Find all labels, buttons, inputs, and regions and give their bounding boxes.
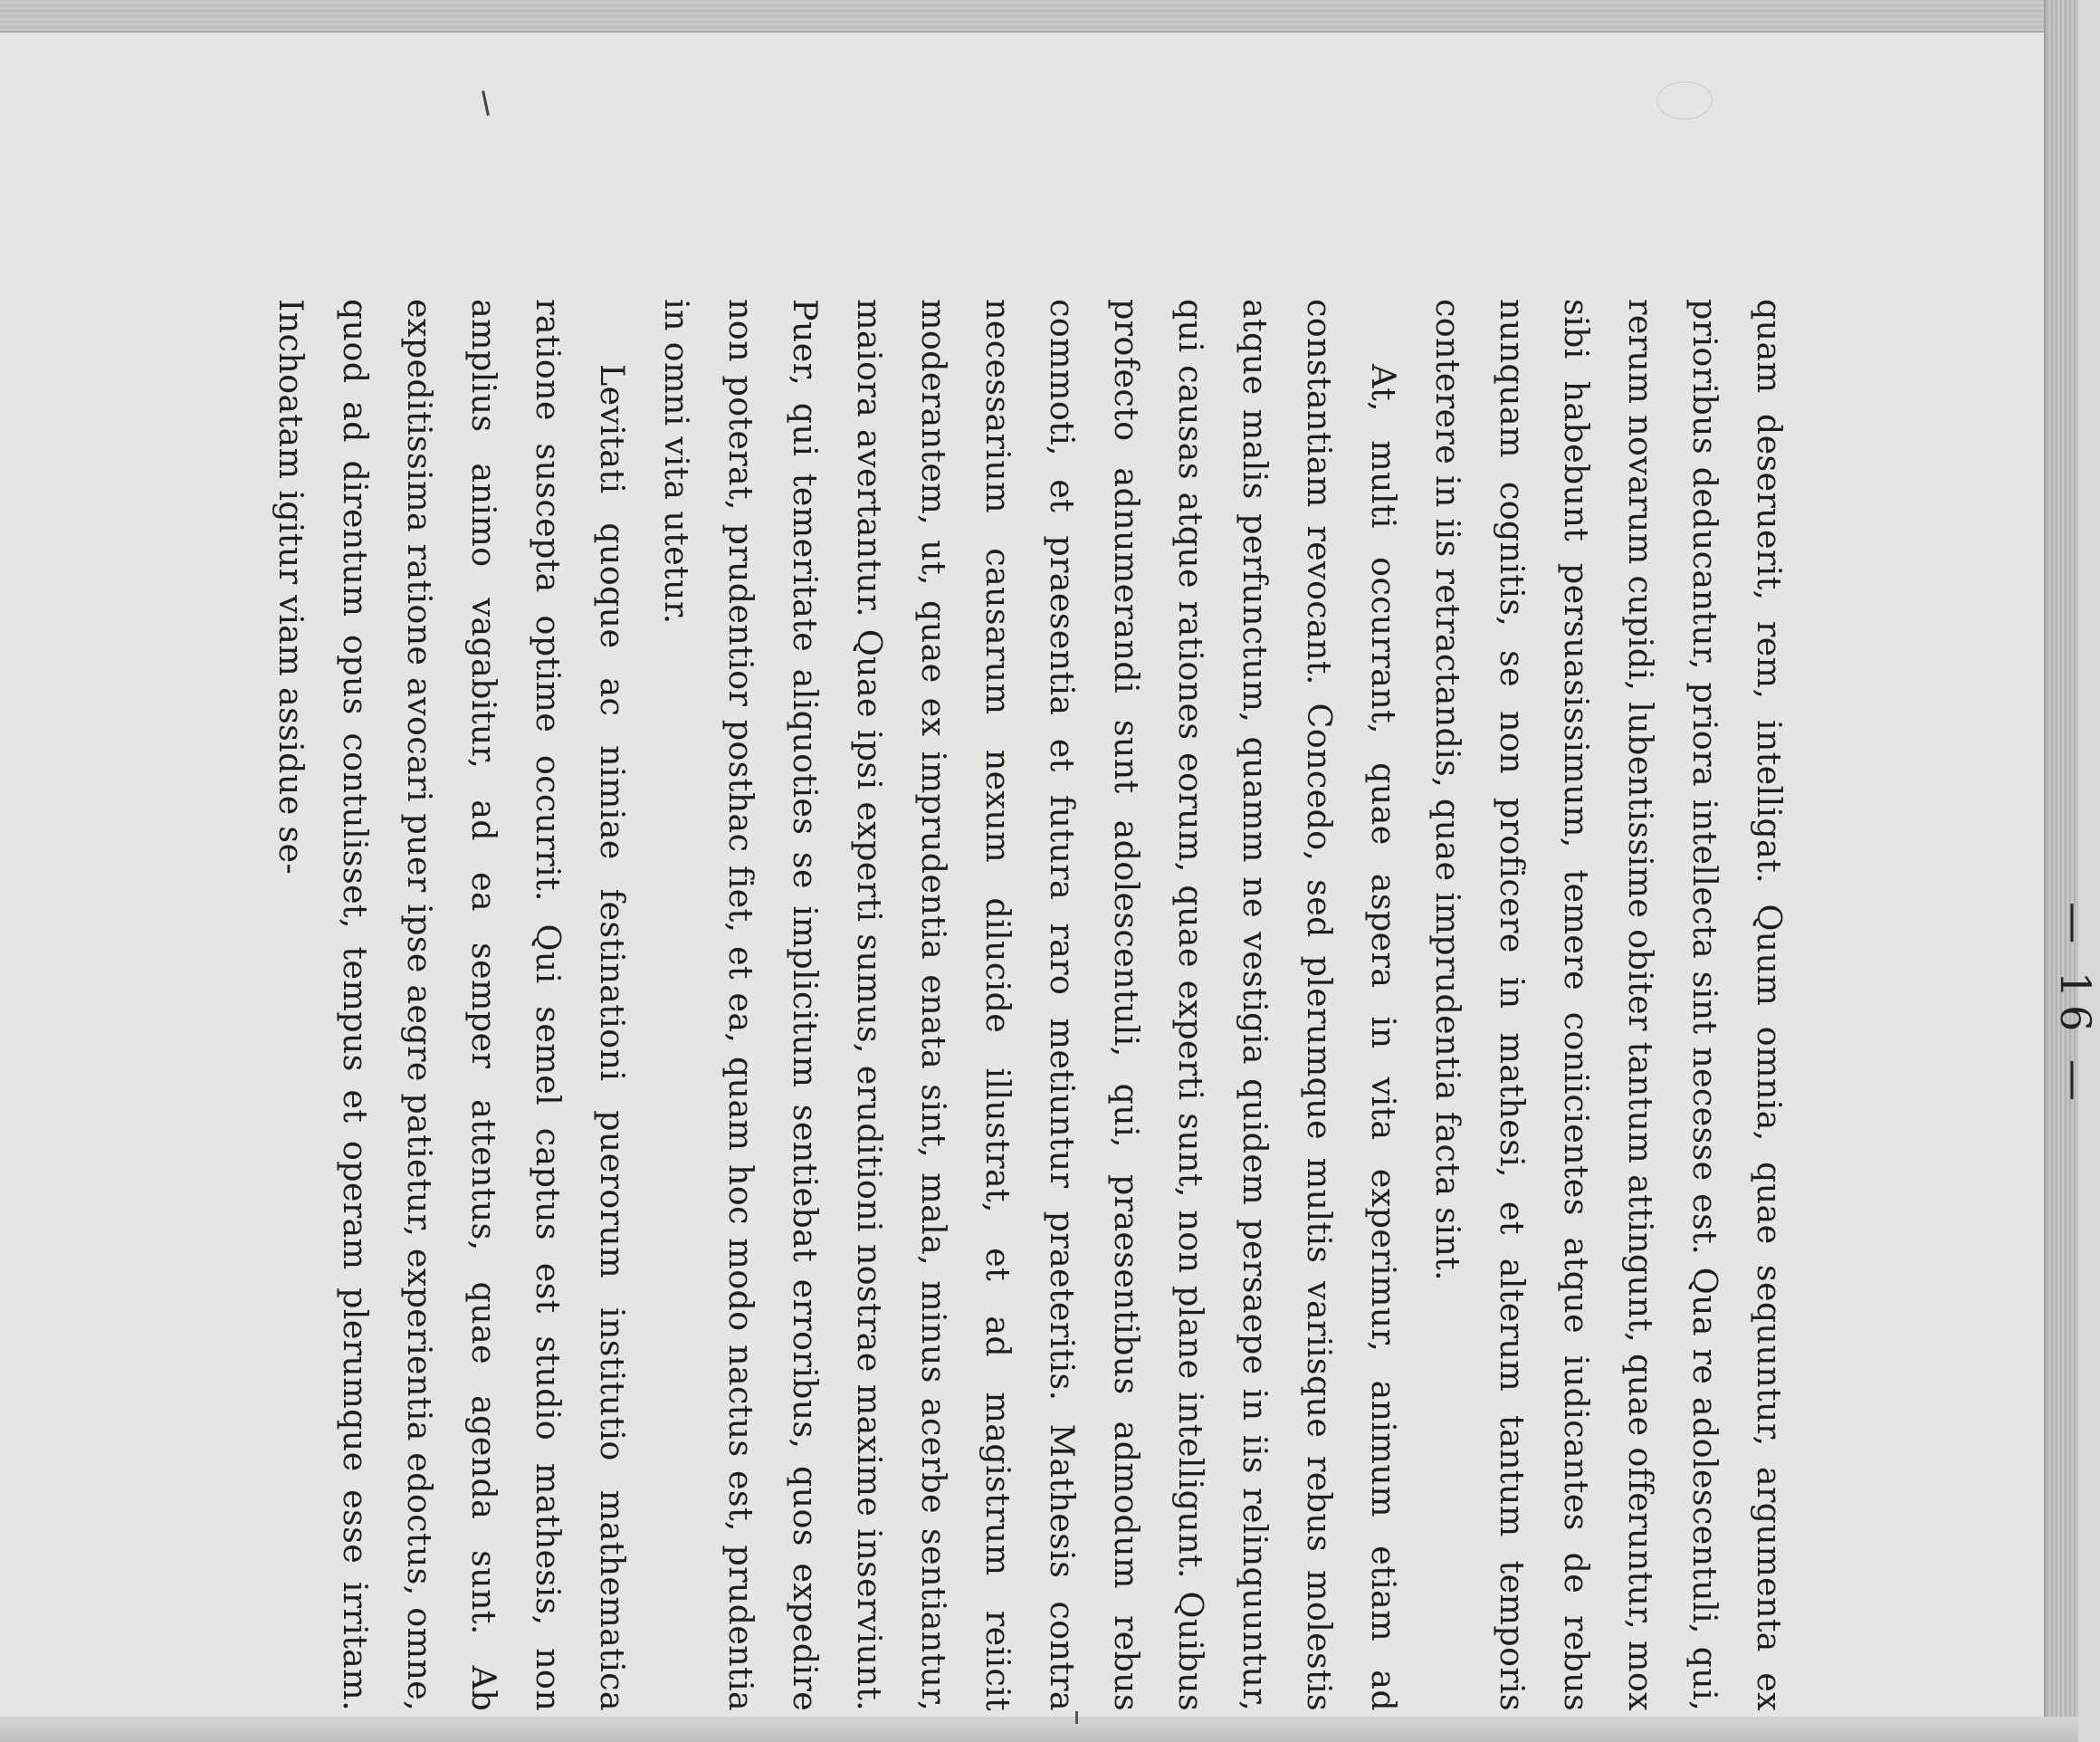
top-binding-edge: [0, 0, 2078, 33]
paragraph-2: At, multi occurrant, quae aspera in vita experimur, animum etiam ad constantiam revocant. Concedo, sed plerumque multis variisque rebus molestis atque malis perfunctum, quamm ne vestigia quidem persaepe in iis relinquuntur, qui causas atque rationes eorum, quae experti sunt, non plane intelligunt. Quibus profecto adnumerandi sunt adolescentuli, qui, praesentibus admodum rebus commoti, et praesentia et futura raro metiuntur praeteritis. Mathesis contra necessarium causarum nexum dilucide illustrat, et ad magistrum reiicit moderantem, ut, quae ex imprudentia enata sint, mala, minus acerbe sentiantur, maiora avertantur. Quae ipsi experti sumus, eruditioni nostrae maxime inserviunt. Puer, qui temeritate aliquoties se implicitum sentiebat erroribus, quos expedire non poterat, prudentior posthac fiet, et ea, quam hoc modo nactus est, prudentia in omni vita utetur.: [657, 299, 1403, 1711]
bottom-page-edge: [0, 1717, 2078, 1742]
paragraph-1: quam deseruerit, rem, intelligat. Quum omnia, quae sequuntur, argumenta ex prioribus deducantur, priora intellecta sint necesse est. Qua re adolescentuli, qui, rerum novarum cupidi, lubentissime obiter tantum attingunt, quae offeruntur, mox sibi habebunt persuasissimum, temere coniicientes atque iudicantes de rebus nunquam cognitis, se non proficere in mathesi, et alterum tantum temporis conterere in iis retractandis, quae imprudentia facta sint.: [1428, 299, 1789, 1711]
paragraph-3: Levitati quoque ac nimiae festinationi puerorum institutio mathematica ratione suscepta optime occurrit. Qui semel captus est studio mathesis, non amplius animo vagabitur, ad ea semper attentus, quae agenda sunt. Ab expeditissima ratione avocari puer ipse aegre patietur, experientia edoctus, omne, quod ad direntum opus contulisset, tempus et operam plerumque esse irritam. Inchoatam igitur viam assidue se-: [272, 299, 632, 1711]
rotated-text-block: [226, 299, 2100, 1711]
paper-stain: [1656, 81, 1713, 120]
ink-mark: [1075, 1711, 1078, 1724]
ink-mark: [482, 91, 490, 116]
page-number: — 16 —: [2051, 902, 2100, 1108]
